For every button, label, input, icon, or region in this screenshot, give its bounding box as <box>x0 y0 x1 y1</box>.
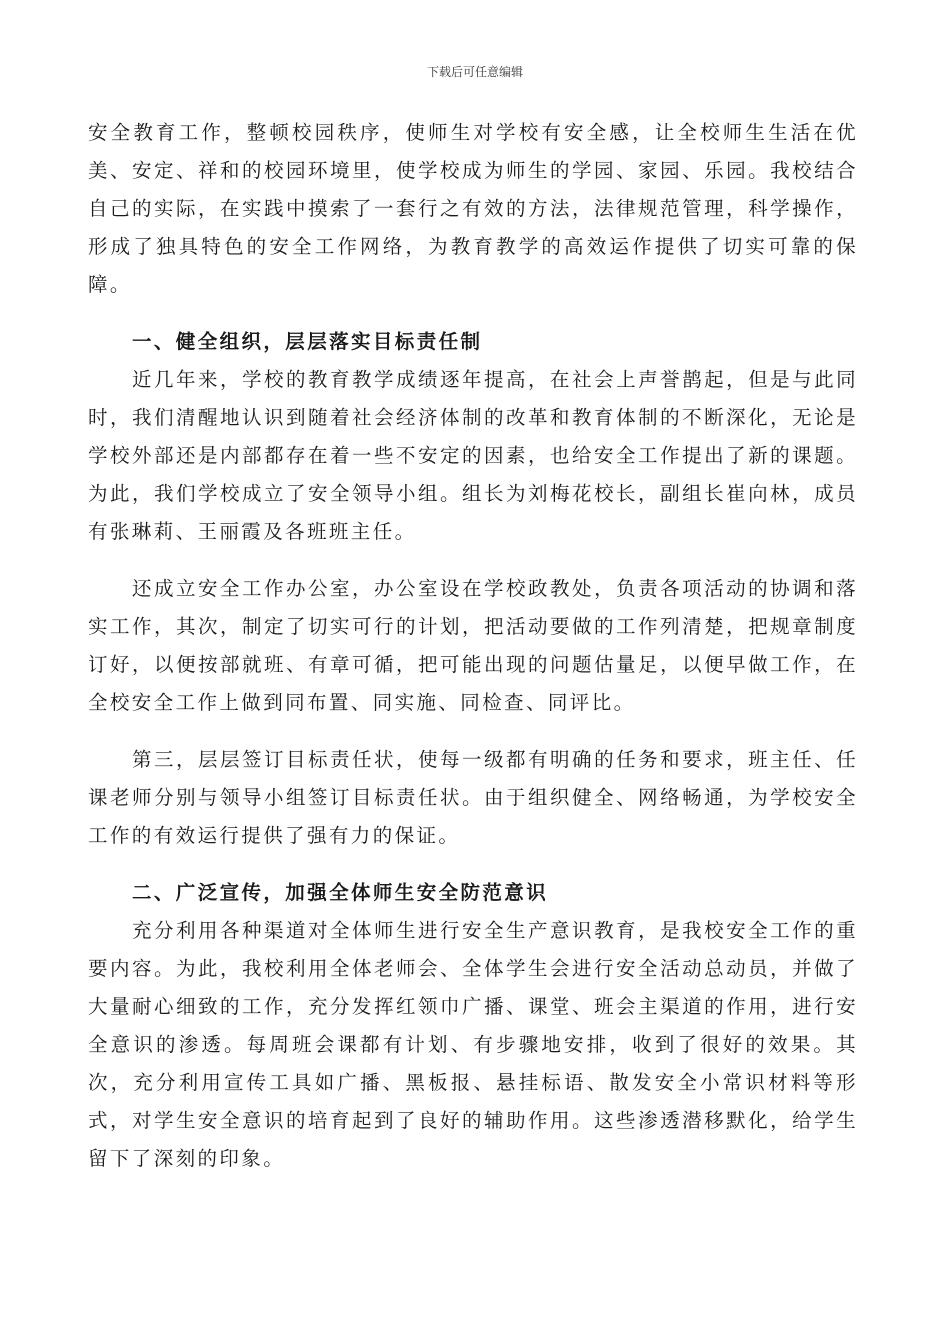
section-1-heading: 一、健全组织，层层落实目标责任制 <box>132 330 483 353</box>
intro-paragraph: 安全教育工作，整顿校园秩序，使师生对学校有安全感，让全校师生生活在优美、安定、祥和的校园环境里，使学校成为师生的学园、家园、乐园。我校结合自己的实际，在实践中摸索了一套行之有效的方法，法律规范管理，科学操作，形成了独具特色的安全工作网络，为教育教学的高效运作提供了切实可靠的保障。 <box>88 121 858 296</box>
section-2-heading: 二、广泛宣传，加强全体师生安全防范意识 <box>132 881 549 904</box>
section-1-paragraph-3: 第三，层层签订目标责任状，使每一级都有明确的任务和要求，班主任、任课老师分别与领导小组签订目标责任状。由于组织健全、网络畅通，为学校安全工作的有效运行提供了强有力的保证。 <box>88 748 858 847</box>
section-1-paragraph-2: 还成立安全工作办公室，办公室设在学校政教处，负责各项活动的协调和落实工作，其次，制定了切实可行的计划，把活动要做的工作列清楚，把规章制度订好，以便按部就班、有章可循，把可能出现的问题估量足，以便早做工作，在全校安全工作上做到同布置、同实施、同检查、同评比。 <box>88 577 858 714</box>
document-body <box>88 114 858 1178</box>
page-header-note: 下载后可任意编辑 <box>426 65 523 79</box>
section-2-paragraph-1: 充分利用各种渠道对全体师生进行安全生产意识教育，是我校安全工作的重要内容。为此，我校利用全体老师会、全体学生会进行安全活动总动员，并做了大量耐心细致的工作，充分发挥红领巾广播、课堂、班会主渠道的作用，进行安全意识的渗透。每周班会课都有计划、有步骤地安排，收到了很好的效果。其次，充分利用宣传工具如广播、黑板报、悬挂标语、散发安全小常识材料等形式，对学生安全意识的培育起到了良好的辅助作用。这些渗透潜移默化，给学生留下了深刻的印象。 <box>88 919 858 1170</box>
section-1-paragraph-1: 近几年来，学校的教育教学成绩逐年提高，在社会上声誉鹊起，但是与此同时，我们清醒地认识到随着社会经济体制的改革和教育体制的不断深化，无论是学校外部还是内部都存在着一些不安定的因素，也给安全工作提出了新的课题。为此，我们学校成立了安全领导小组。组长为刘梅花校长，副组长崔向林，成员有张琳莉、王丽霞及各班班主任。 <box>88 368 858 543</box>
